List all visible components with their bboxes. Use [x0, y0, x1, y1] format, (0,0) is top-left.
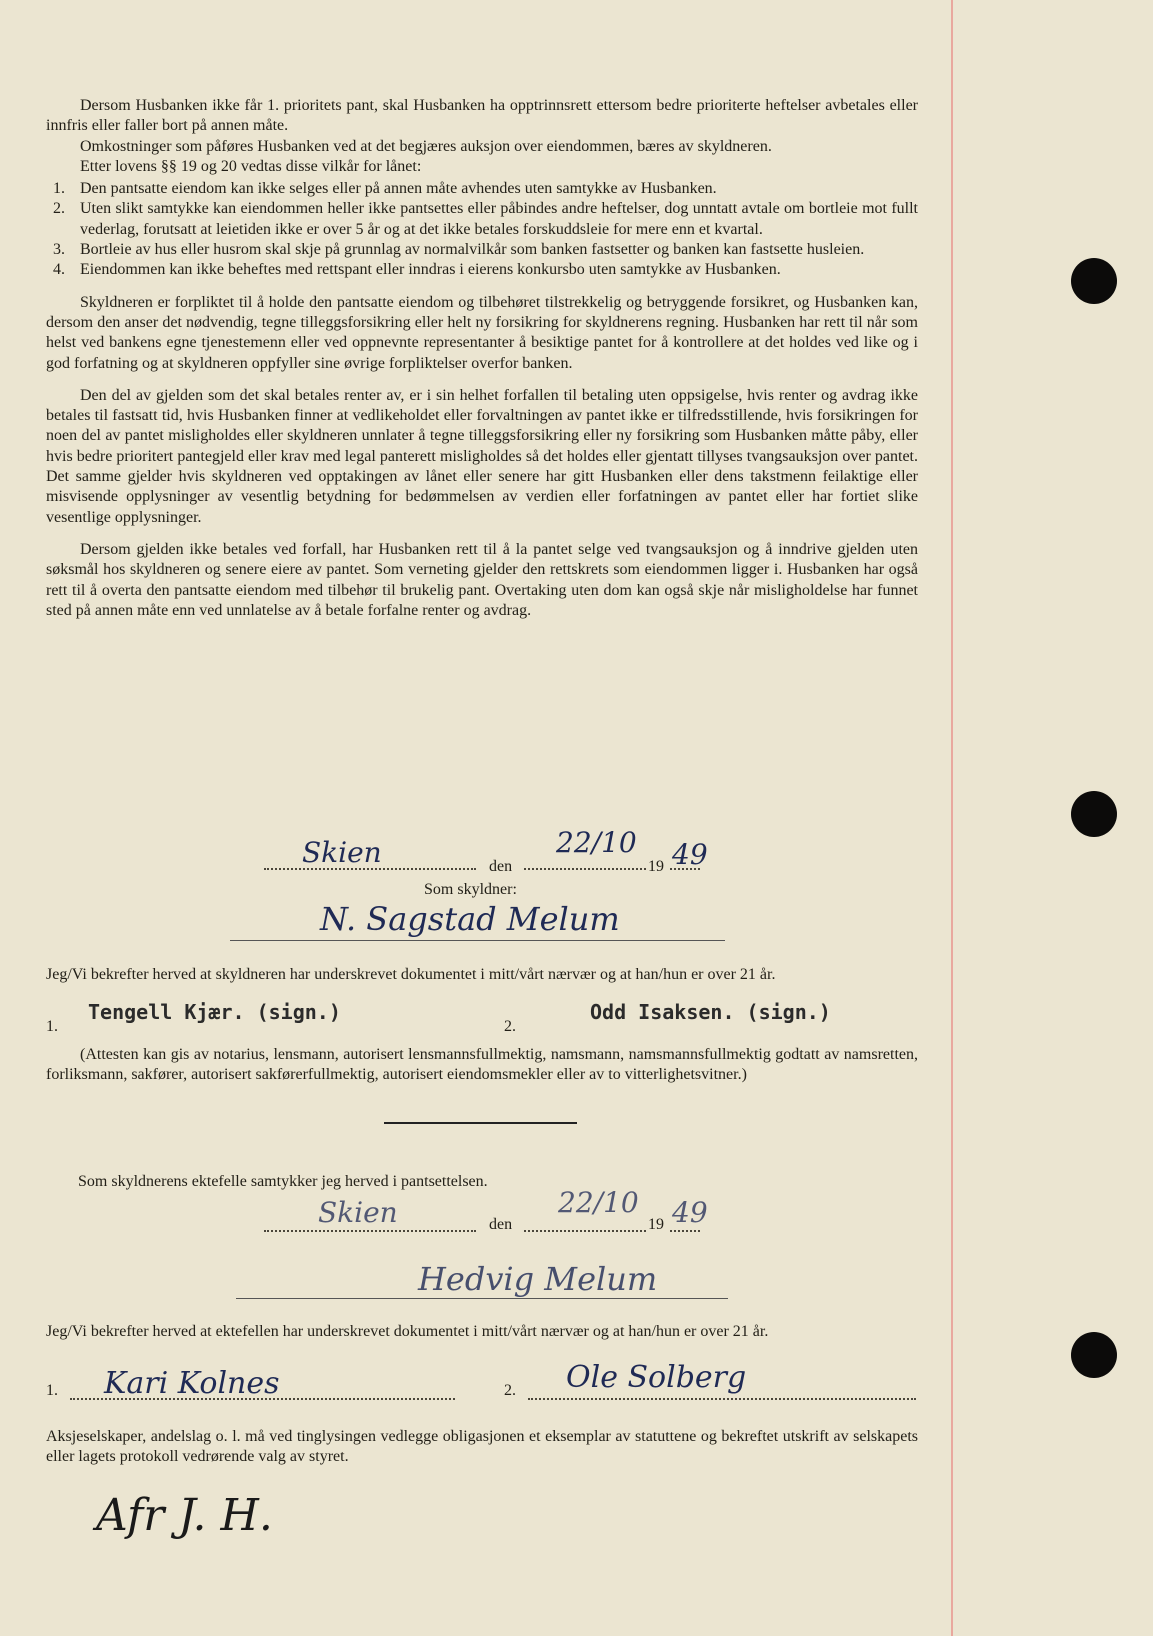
den-label: den	[489, 1216, 513, 1233]
spouse-date-handwritten: 22/10	[558, 1186, 639, 1219]
witness-2-number: 2.	[504, 1382, 516, 1399]
condition-number: 3.	[53, 241, 65, 259]
den-label: den	[489, 858, 513, 875]
witness-2-number: 2.	[504, 1018, 516, 1035]
spouse-place-handwritten: Skien	[318, 1196, 398, 1229]
attestation-note: (Attesten kan gis av notarius, lensmann, autorisert lensmannsfullmektig, namsmann, namsmannsfullmektig godtatt av namsretten, forliksmann, sakfører, autorisert sakførerfullmektig, autorisert eiendomsmekler eller av to vitterlighetsvitner.)	[46, 1046, 918, 1084]
condition-item	[46, 260, 918, 280]
costs-paragraph: Omkostninger som påføres Husbanken ved at det begjæres auksjon over eiendommen, bæres av skyldneren.	[80, 137, 772, 155]
condition-number: 2.	[53, 200, 65, 218]
insurance-paragraph: Skyldneren er forpliktet til å holde den pantsatte eiendom og tilbehøret tilstrekkelig og betryggende forsikret, og Husbanken kan, dersom den anser det nødvendig, tegne tilleggsforsikring eller helt ny forsikring for skyldnerens regning. Husbanken har rett til når som helst ved bankens egne tjenestemenn eller ved oppnevnte representanter å besiktige pantet for å kontrollere at det holdes ved like og i god forfatning og at skyldneren oppfyller sine øvrige forpliktelser overfor banken.	[46, 293, 918, 372]
condition-text: Eiendommen kan ikke beheftes med rettspant eller inndras i eierens konkursbo uten samtykke av Husbanken.	[80, 261, 781, 279]
condition-text: Uten slikt samtykke kan eiendommen heller ikke pantsettes eller påbindes andre heftelser, dog unntatt avtale om bortleie mot fullt vederlag, forutsatt at leietiden ikke er over 5 år og at det ikke betales forskuddsleie for mere enn et kvartal.	[80, 200, 918, 238]
punch-hole	[1071, 1332, 1117, 1378]
intro-paragraph: Dersom Husbanken ikke får 1. prioritets pant, skal Husbanken ha opptrinnsrett ettersom bedre prioriterte heftelser avbetales eller innfris eller faller bort på annen måte.	[46, 97, 918, 135]
initials-handwritten: Afr J. H.	[96, 1490, 273, 1541]
footer-note: Aksjeselskaper, andelslag o. l. må ved tinglysingen vedlegge obligasjonen et eksemplar av statuttene og bekreftet utskrift av selskapets eller lagets protokoll vedrørende valg av styret.	[46, 1428, 918, 1466]
debtor-signature: N. Sagstad Melum	[320, 900, 620, 938]
witness-1-dotted-line	[70, 1398, 455, 1400]
terms-section	[46, 96, 918, 621]
spouse-signature: Hedvig Melum	[418, 1260, 658, 1298]
witness-1-signature: Kari Kolnes	[104, 1366, 280, 1401]
section-divider	[384, 1122, 577, 1124]
date-dotted-line	[524, 868, 646, 870]
witness-1-number: 1.	[46, 1018, 58, 1035]
place-dotted-line	[264, 1230, 476, 1232]
condition-number: 4.	[53, 261, 65, 279]
year-suffix-handwritten: 49	[672, 1196, 708, 1229]
spouse-attestation-statement: Jeg/Vi bekrefter herved at ektefellen har underskrevet dokumentet i mitt/vårt nærvær og at han/hun er over 21 år.	[46, 1323, 769, 1340]
place-dotted-line	[264, 868, 476, 870]
default-paragraph: Den del av gjelden som det skal betales renter av, er i sin helhet forfallen til betaling uten oppsigelse, hvis renter og avdrag ikke betales til fastsatt tid, hvis Husbanken finner at vedlikeholdet eller forvaltningen av pantet ikke er tilfredsstillende, hvis forsikringen for noen del av pantet misligholdes eller skyldneren unnlater å tegne tilleggsforsikring eller ny forsikring som Husbanken måtte påby, eller hvis bedre prioritert pantegjeld eller krav med legal panterett misligholdes så det holdes eller gjentatt tillyses tvangsauksjon over pantet. Det samme gjelder hvis skyldneren ved opptakingen av lånet eller senere har gitt Husbanken eller dens takstmenn feilaktige eller misvisende opplysninger av vesentlig betydning for bedømmelsen av verdien eller forfatningen av pantet eller har fortiet slike vesentlige opplysninger.	[46, 386, 918, 526]
debtor-role-label: Som skyldner:	[424, 881, 517, 898]
date-dotted-line	[524, 1230, 646, 1232]
witness-1-typed: Tengell Kjær. (sign.)	[88, 1000, 341, 1024]
punch-hole	[1071, 791, 1117, 837]
witness-1-number: 1.	[46, 1382, 58, 1399]
year-dotted-line	[670, 868, 700, 870]
year-prefix: 19	[648, 1216, 664, 1233]
year-suffix-handwritten: 49	[672, 838, 708, 871]
condition-number: 1.	[53, 180, 65, 198]
condition-item	[46, 179, 918, 199]
witness-2-typed: Odd Isaksen. (sign.)	[590, 1000, 831, 1024]
witness-2-dotted-line	[528, 1398, 916, 1400]
condition-text: Den pantsatte eiendom kan ikke selges eller på annen måte avhendes uten samtykke av Husbanken.	[80, 180, 717, 198]
conditions-list	[46, 179, 918, 280]
year-prefix: 19	[648, 858, 664, 875]
conditions-heading: Etter lovens §§ 19 og 20 vedtas disse vilkår for lånet:	[80, 157, 422, 175]
signature-line	[230, 940, 725, 941]
margin-line	[951, 0, 953, 1636]
condition-item	[46, 240, 918, 260]
spouse-consent-text: Som skyldnerens ektefelle samtykker jeg herved i pantsettelsen.	[78, 1173, 488, 1190]
condition-text: Bortleie av hus eller husrom skal skje på grunnlag av normalvilkår som banken fastsetter og banken kan fastsette husleien.	[80, 241, 865, 259]
signature-line	[236, 1298, 728, 1299]
attestation-statement: Jeg/Vi bekrefter herved at skyldneren har underskrevet dokumentet i mitt/vårt nærvær og at han/hun er over 21 år.	[46, 966, 776, 983]
punch-hole	[1071, 258, 1117, 304]
year-dotted-line	[670, 1230, 700, 1232]
debtor-date-handwritten: 22/10	[556, 826, 637, 859]
debtor-place-handwritten: Skien	[302, 836, 382, 869]
witness-2-signature: Ole Solberg	[566, 1360, 747, 1395]
enforcement-paragraph: Dersom gjelden ikke betales ved forfall, har Husbanken rett til å la pantet selge ved tvangsauksjon og å inndrive gjelden uten søksmål hos skyldneren og senere eiere av pantet. Som verneting gjelder den rettskrets som eiendommen ligger i. Husbanken har også rett til å overta den pantsatte eiendom med tilbehør til brukelig pant. Overtaking uten dom kan også skje når misligholdelse har funnet sted på annen måte enn ved unnlatelse av å betale forfalne renter og avdrag.	[46, 540, 918, 619]
condition-item	[46, 199, 918, 240]
